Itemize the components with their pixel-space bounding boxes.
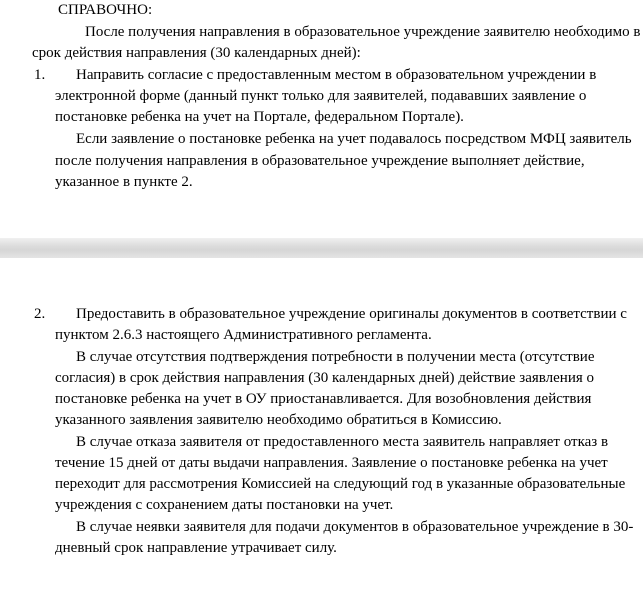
item-2-line-1: Предоставить в образовательное учреждение оригиналы документов в соответствии с bbox=[76, 306, 627, 322]
item-1-number: 1. bbox=[34, 67, 46, 83]
heading-reference: СПРАВОЧНО: bbox=[58, 2, 153, 18]
para-1-line-2: согласия) в срок действия направления (30 календарных дней) действие заявления о bbox=[55, 370, 595, 386]
page-separator bbox=[0, 238, 643, 258]
note-line-3: указанное в пункте 2. bbox=[55, 174, 193, 190]
note-line-1: Если заявление о постановке ребенка на учет подавалось посредством МФЦ заявитель bbox=[76, 131, 632, 147]
para-3-line-2: дневный срок направление утрачивает силу. bbox=[55, 540, 337, 556]
para-1-line-4: указанного заявления заявителю необходимо обратиться в Комиссию. bbox=[55, 412, 502, 428]
document-page-2 bbox=[0, 258, 643, 600]
item-2-number: 2. bbox=[34, 306, 46, 322]
para-2-line-4: учреждения с сохранением даты постановки на учет. bbox=[55, 497, 394, 513]
item-1-line-1: Направить согласие с предоставленным местом в образовательном учреждении в bbox=[76, 67, 597, 83]
item-1-line-3: постановке ребенка на учет на Портале, федеральном Портале). bbox=[55, 109, 464, 125]
item-2-line-2: пунктом 2.6.3 настоящего Административного регламента. bbox=[55, 327, 432, 343]
document-page-1 bbox=[0, 0, 643, 238]
para-1-line-1: В случае отсутствия подтверждения потребности в получении места (отсутствие bbox=[76, 349, 595, 365]
para-2-line-2: течение 15 дней от даты выдачи направления. Заявление о постановке ребенка на учет bbox=[55, 455, 608, 471]
para-3-line-1: В случае неявки заявителя для подачи документов в образовательное учреждение в 30- bbox=[76, 519, 634, 535]
intro-line-1: После получения направления в образовательное учреждение заявителю необходимо в bbox=[85, 24, 641, 40]
note-line-2: после получения направления в образовательное учреждение выполняет действие, bbox=[55, 153, 585, 169]
item-1-line-2: электронной форме (данный пункт только для заявителей, подававших заявление о bbox=[55, 88, 587, 104]
para-1-line-3: постановке ребенка на учет в ОУ приостанавливается. Для возобновления действия bbox=[55, 391, 592, 407]
intro-line-2: срок действия направления (30 календарных дней): bbox=[32, 45, 361, 61]
para-2-line-1: В случае отказа заявителя от предоставленного места заявитель направляет отказ в bbox=[76, 434, 609, 450]
para-2-line-3: переходит для рассмотрения Комиссией на следующий год в указанные образовательные bbox=[55, 476, 626, 492]
